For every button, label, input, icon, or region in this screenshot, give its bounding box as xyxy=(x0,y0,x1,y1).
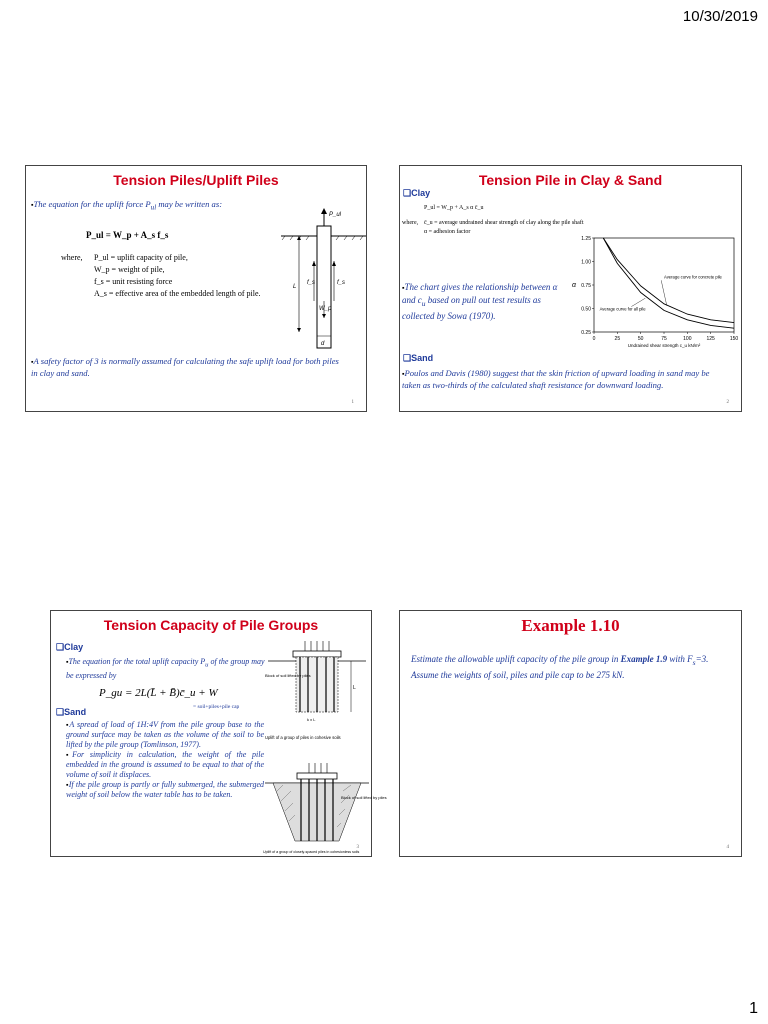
y-tick-label-3: 1.00 xyxy=(581,259,591,266)
fig1-block-label: Block of soil lifted by piles xyxy=(265,673,311,678)
slide4-number: 4 xyxy=(726,845,729,850)
x-tick-label-5: 125 xyxy=(706,336,715,342)
label-pul: P_ul xyxy=(329,212,342,218)
series-label-1: Average curve for all pile xyxy=(599,306,646,312)
slide3-clay-heading: ❑Clay xyxy=(56,642,84,652)
slide2-sand-heading: ❑Sand xyxy=(403,353,434,363)
annot-line-1 xyxy=(631,298,645,306)
slide-clay-sand xyxy=(399,165,742,412)
slide3-bullet-1: ▪A spread of load of 1H:4V from the pile group base to the ground surface may be taken as the volume of the soil to be lifted by the pile group (Tomlinson, 1977). xyxy=(66,720,264,749)
slide3-number: 3 xyxy=(356,845,359,850)
fig2-caption: Uplift of a group of closely-spaced piles in cohesionless soils xyxy=(263,850,360,854)
slide1-def1: P_ul = uplift capacity of pile, xyxy=(94,253,188,262)
slide3-sand-heading: ❑Sand xyxy=(56,707,87,717)
slide2-def1: c̄_u = average undrained shear strength of clay along the pile shaft xyxy=(424,220,584,226)
slide3-eq-note: = soil+piles+pile cap xyxy=(193,704,240,710)
slide1-equation: P_ul = W_p + A_s f_s xyxy=(86,230,169,240)
series-label-0: Average curve for concrete pile xyxy=(664,274,722,280)
x-tick-label-6: 150 xyxy=(729,336,739,342)
slide2-equation: P_ul = W_p + A_s α c̄_u xyxy=(424,205,484,211)
label-d: d xyxy=(321,341,325,347)
label-fs-left: f_s xyxy=(307,280,316,286)
date-header: 10/30/2019 xyxy=(682,8,758,25)
x-tick-label-2: 50 xyxy=(637,336,644,342)
fig1-dims: k x L xyxy=(307,717,316,722)
slide2-chart-text: ▪The chart gives the relationship between α and $c_u$ based on pull out test results as collected by Sowa (1970). xyxy=(402,282,558,321)
slide-example xyxy=(399,610,742,857)
y-axis-label: α xyxy=(572,282,576,289)
label-fs-right: f_s xyxy=(337,280,346,286)
y-tick-label-0: 0.25 xyxy=(581,330,591,336)
slide1-def4: A_s = effective area of the embedded length of pile. xyxy=(94,289,261,298)
slide3-bullet-3: ▪If the pile group is partly or fully submerged, the submerged weight of soil below the water table has to be taken. xyxy=(66,780,265,799)
slide1-def2: W_p = weight of pile, xyxy=(94,265,165,274)
slide2-number: 2 xyxy=(726,400,729,405)
label-wp: W_p xyxy=(319,306,332,312)
x-tick-label-3: 75 xyxy=(661,336,667,342)
slide3-equation: P_gu = 2L(L̄ + B̄)c̄_u + W xyxy=(99,687,218,699)
slide2-clay-heading: ❑Clay xyxy=(403,188,431,198)
y-tick-label-1: 0.50 xyxy=(581,306,591,313)
page-number: 1 xyxy=(749,1000,758,1017)
fig2-block-label: Block of soil lifted by piles xyxy=(341,795,387,800)
svg-text:L: L xyxy=(353,685,356,691)
slide-tension-piles xyxy=(25,165,367,412)
label-L: L xyxy=(293,284,297,290)
x-axis-label: Undrained shear strength c_u kN/m² xyxy=(627,343,701,348)
slide1-intro: ▪The equation for the uplift force $P_{ul}$ may be written as: xyxy=(31,199,223,212)
slide1-note: ▪A safety factor of 3 is normally assumed for calculating the safe uplift load for both piles in clay and sand. xyxy=(31,356,339,378)
fig1-caption: Uplift of a group of piles in cohesive soils xyxy=(265,735,341,740)
x-tick-label-4: 100 xyxy=(683,336,692,342)
slide2-def2: α = adhesion factor xyxy=(424,229,471,235)
slide3-title: Tension Capacity of Pile Groups xyxy=(103,617,319,633)
slide3-clay-text: ▪The equation for the total uplift capacity $P_u$ of the group may be expressed by xyxy=(66,657,265,680)
slide2-title: Tension Pile in Clay & Sand xyxy=(478,172,663,188)
pile-group-cohesive-diagram xyxy=(263,639,371,749)
slide3-bullets xyxy=(66,720,264,800)
slide1-def3: f_s = unit resisting force xyxy=(94,277,173,286)
chart-frame xyxy=(594,238,734,332)
slide1-number: 1 xyxy=(351,400,354,405)
slide2-sand-text: ▪Poulos and Davis (1980) suggest that the skin friction of upward loading in sand may be taken as two-thirds of the calculated shaft resistance for downward loading. xyxy=(402,368,710,390)
pile-group-cohesionless-diagram xyxy=(263,761,387,856)
y-tick-label-4: 1.25 xyxy=(581,236,591,242)
slide2-where: where, xyxy=(402,220,419,226)
series-line-1 xyxy=(603,238,734,328)
pile-diagram xyxy=(281,206,366,356)
alpha-chart xyxy=(568,232,740,362)
slide3-bullet-2: ▪For simplicity in calculation, the weight of the pile embedded in the ground is assumed to be equal to that of the volume of soil it displaces. xyxy=(66,750,265,779)
x-tick-label-0: 0 xyxy=(592,336,596,342)
slide1-where: where, xyxy=(61,253,83,262)
slide4-title: Example 1.10 xyxy=(521,616,620,635)
y-tick-label-2: 0.75 xyxy=(581,283,591,289)
slide1-title: Tension Piles/Uplift Piles xyxy=(113,172,279,188)
slide4-text: Estimate the allowable uplift capacity of the pile group in Example 1.9 with $F_s=3$. Assume the weights of soil, piles and pile cap to be 275 kN. xyxy=(411,654,709,680)
x-tick-label-1: 25 xyxy=(614,336,621,342)
slide-pile-groups xyxy=(50,610,387,857)
